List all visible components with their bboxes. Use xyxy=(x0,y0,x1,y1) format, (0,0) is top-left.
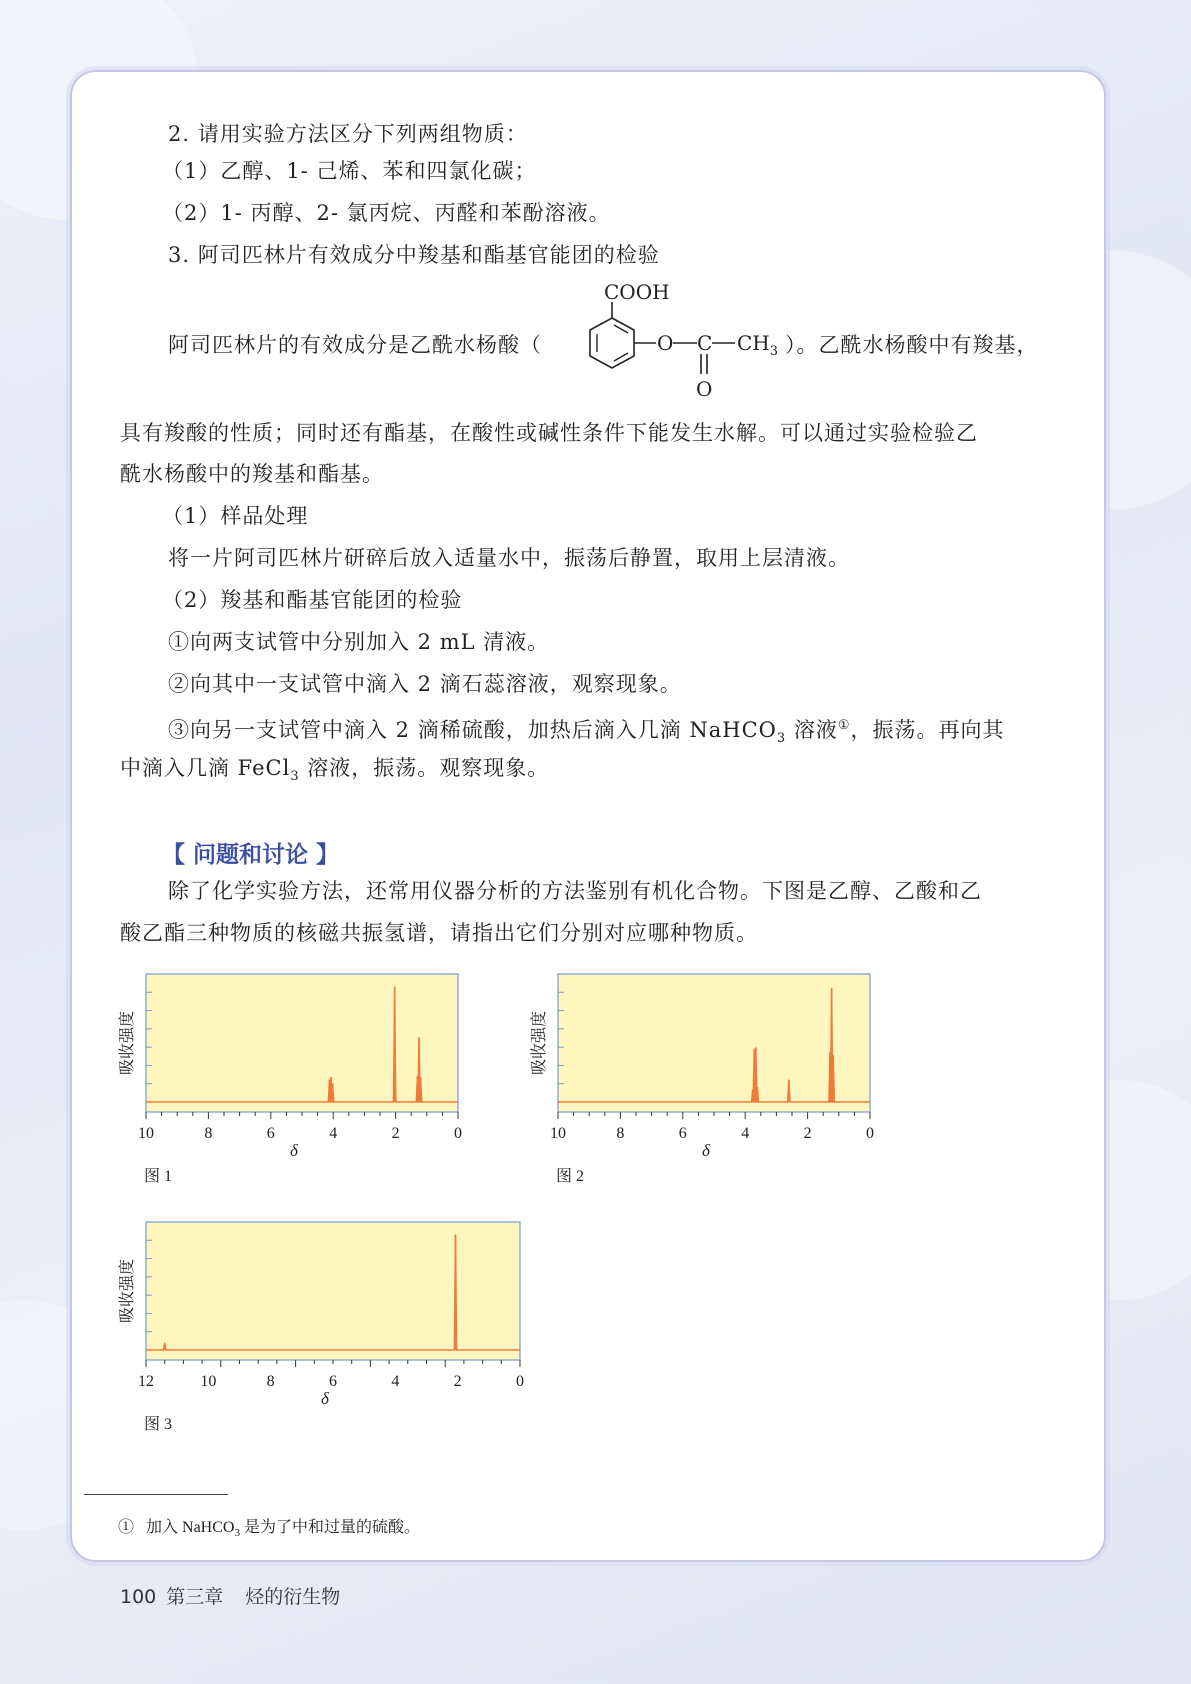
question-2-item-2: （2）1- 丙醇、2- 氯丙烷、丙醛和苯酚溶液。 xyxy=(162,201,611,225)
step-2-title: （2）羧基和酯基官能团的检验 xyxy=(162,588,463,612)
footnote: ① 加入 NaHCO$_3$ 是为了中和过量的硫酸。 xyxy=(118,1519,420,1540)
intro-before-formula: 阿司匹林片的有效成分是乙酰水杨酸（ xyxy=(168,333,542,357)
y-axis-label: 吸收强度 xyxy=(117,1010,136,1076)
x-tick-label: 6 xyxy=(678,1125,687,1142)
intro-after-formula: ）。乙酰水杨酸中有羧基， xyxy=(785,333,1039,357)
x-axis-label: δ xyxy=(321,1389,329,1408)
x-tick-label: 0 xyxy=(454,1125,462,1142)
footnote-reference: ① xyxy=(837,718,851,733)
footnote-divider xyxy=(84,1494,228,1495)
figure-2-caption: 图 2 xyxy=(556,1168,585,1185)
x-tick-label: 4 xyxy=(329,1125,338,1142)
nmr-chart-3-svg xyxy=(110,1218,550,1418)
x-tick-label: 0 xyxy=(866,1125,874,1142)
x-tick-label: 6 xyxy=(329,1373,337,1390)
y-axis-label: 吸收强度 xyxy=(529,1010,548,1076)
x-tick-label: 10 xyxy=(200,1373,217,1390)
plot-area xyxy=(558,974,870,1112)
plot-area xyxy=(146,974,458,1112)
x-tick-label: 10 xyxy=(550,1125,566,1142)
page-footer xyxy=(120,1582,340,1609)
chapter-number: 第三章 xyxy=(166,1586,224,1608)
x-tick-label: 6 xyxy=(266,1125,275,1142)
chapter-title: 烃的衍生物 xyxy=(245,1586,341,1608)
x-axis-label: δ xyxy=(290,1141,298,1160)
discussion-title: 【 问题和讨论 】 xyxy=(162,842,340,868)
figure-3-caption: 图 3 xyxy=(144,1416,173,1433)
x-tick-label: 8 xyxy=(204,1125,213,1142)
plot-area xyxy=(146,1222,520,1360)
discussion-text-2: 酸乙酯三种物质的核磁共振氢谱，请指出它们分别对应哪种物质。 xyxy=(120,921,758,945)
nmr-chart-3 xyxy=(110,1218,550,1418)
methyl-label: $CH_3$ xyxy=(737,331,779,359)
step-2-b: ②向其中一支试管中滴入 2 滴石蕊溶液，观察现象。 xyxy=(168,672,682,696)
carbonyl-oxygen-label: O xyxy=(696,377,713,401)
x-tick-label: 4 xyxy=(741,1125,750,1142)
x-tick-label: 8 xyxy=(266,1373,275,1390)
x-tick-label: 12 xyxy=(138,1373,154,1390)
footnote-marker: ① xyxy=(118,1519,135,1536)
x-tick-label: 2 xyxy=(803,1125,812,1142)
ester-oxygen-label: O xyxy=(657,331,674,355)
nmr-chart-1-svg xyxy=(110,970,490,1170)
x-tick-label: 10 xyxy=(138,1125,154,1142)
intro-continued-2: 酰水杨酸中的羧基和酯基。 xyxy=(120,462,384,486)
discussion-text-1: 除了化学实验方法，还常用仪器分析的方法鉴别有机化合物。下图是乙醇、乙酸和乙 xyxy=(168,879,982,903)
x-tick-label: 2 xyxy=(453,1373,462,1390)
carbonyl-carbon-label: C xyxy=(697,331,713,355)
x-axis-label: δ xyxy=(702,1141,710,1160)
question-2-title: 2. 请用实验方法区分下列两组物质： xyxy=(168,122,528,146)
x-tick-label: 8 xyxy=(616,1125,625,1142)
figure-1-caption: 图 1 xyxy=(144,1168,173,1185)
nmr-chart-1 xyxy=(110,970,490,1170)
cooh-label: COOH xyxy=(604,280,670,304)
x-tick-label: 0 xyxy=(516,1373,524,1390)
question-3-title: 3. 阿司匹林片有效成分中羧基和酯基官能团的检验 xyxy=(168,243,660,267)
intro-continued-1: 具有羧酸的性质；同时还有酯基，在酸性或碱性条件下能发生水解。可以通过实验检验乙 xyxy=(120,421,978,445)
step-2-d: 中滴入几滴 FeCl$_3$ 溶液，振荡。观察现象。 xyxy=(120,756,550,785)
y-axis-label: 吸收强度 xyxy=(117,1258,136,1324)
nmr-chart-2 xyxy=(522,970,902,1170)
x-tick-label: 2 xyxy=(391,1125,400,1142)
page-number: 100 xyxy=(120,1586,157,1608)
nmr-chart-2-svg xyxy=(522,970,902,1170)
step-1-text: 将一片阿司匹林片研碎后放入适量水中，振荡后静置，取用上层清液。 xyxy=(168,546,850,570)
step-2-a: ①向两支试管中分别加入 2 mL 清液。 xyxy=(168,630,550,654)
x-tick-label: 4 xyxy=(391,1373,400,1390)
step-1-title: （1）样品处理 xyxy=(162,504,309,528)
question-2-item-1: （1）乙醇、1- 己烯、苯和四氯化碳； xyxy=(162,159,537,183)
step-2-c: ③向另一支试管中滴入 2 滴稀硫酸，加热后滴入几滴 NaHCO$_3$ 溶液①，振荡。再向其 xyxy=(168,718,1005,747)
acetylsalicylic-acid-structure xyxy=(585,278,785,404)
